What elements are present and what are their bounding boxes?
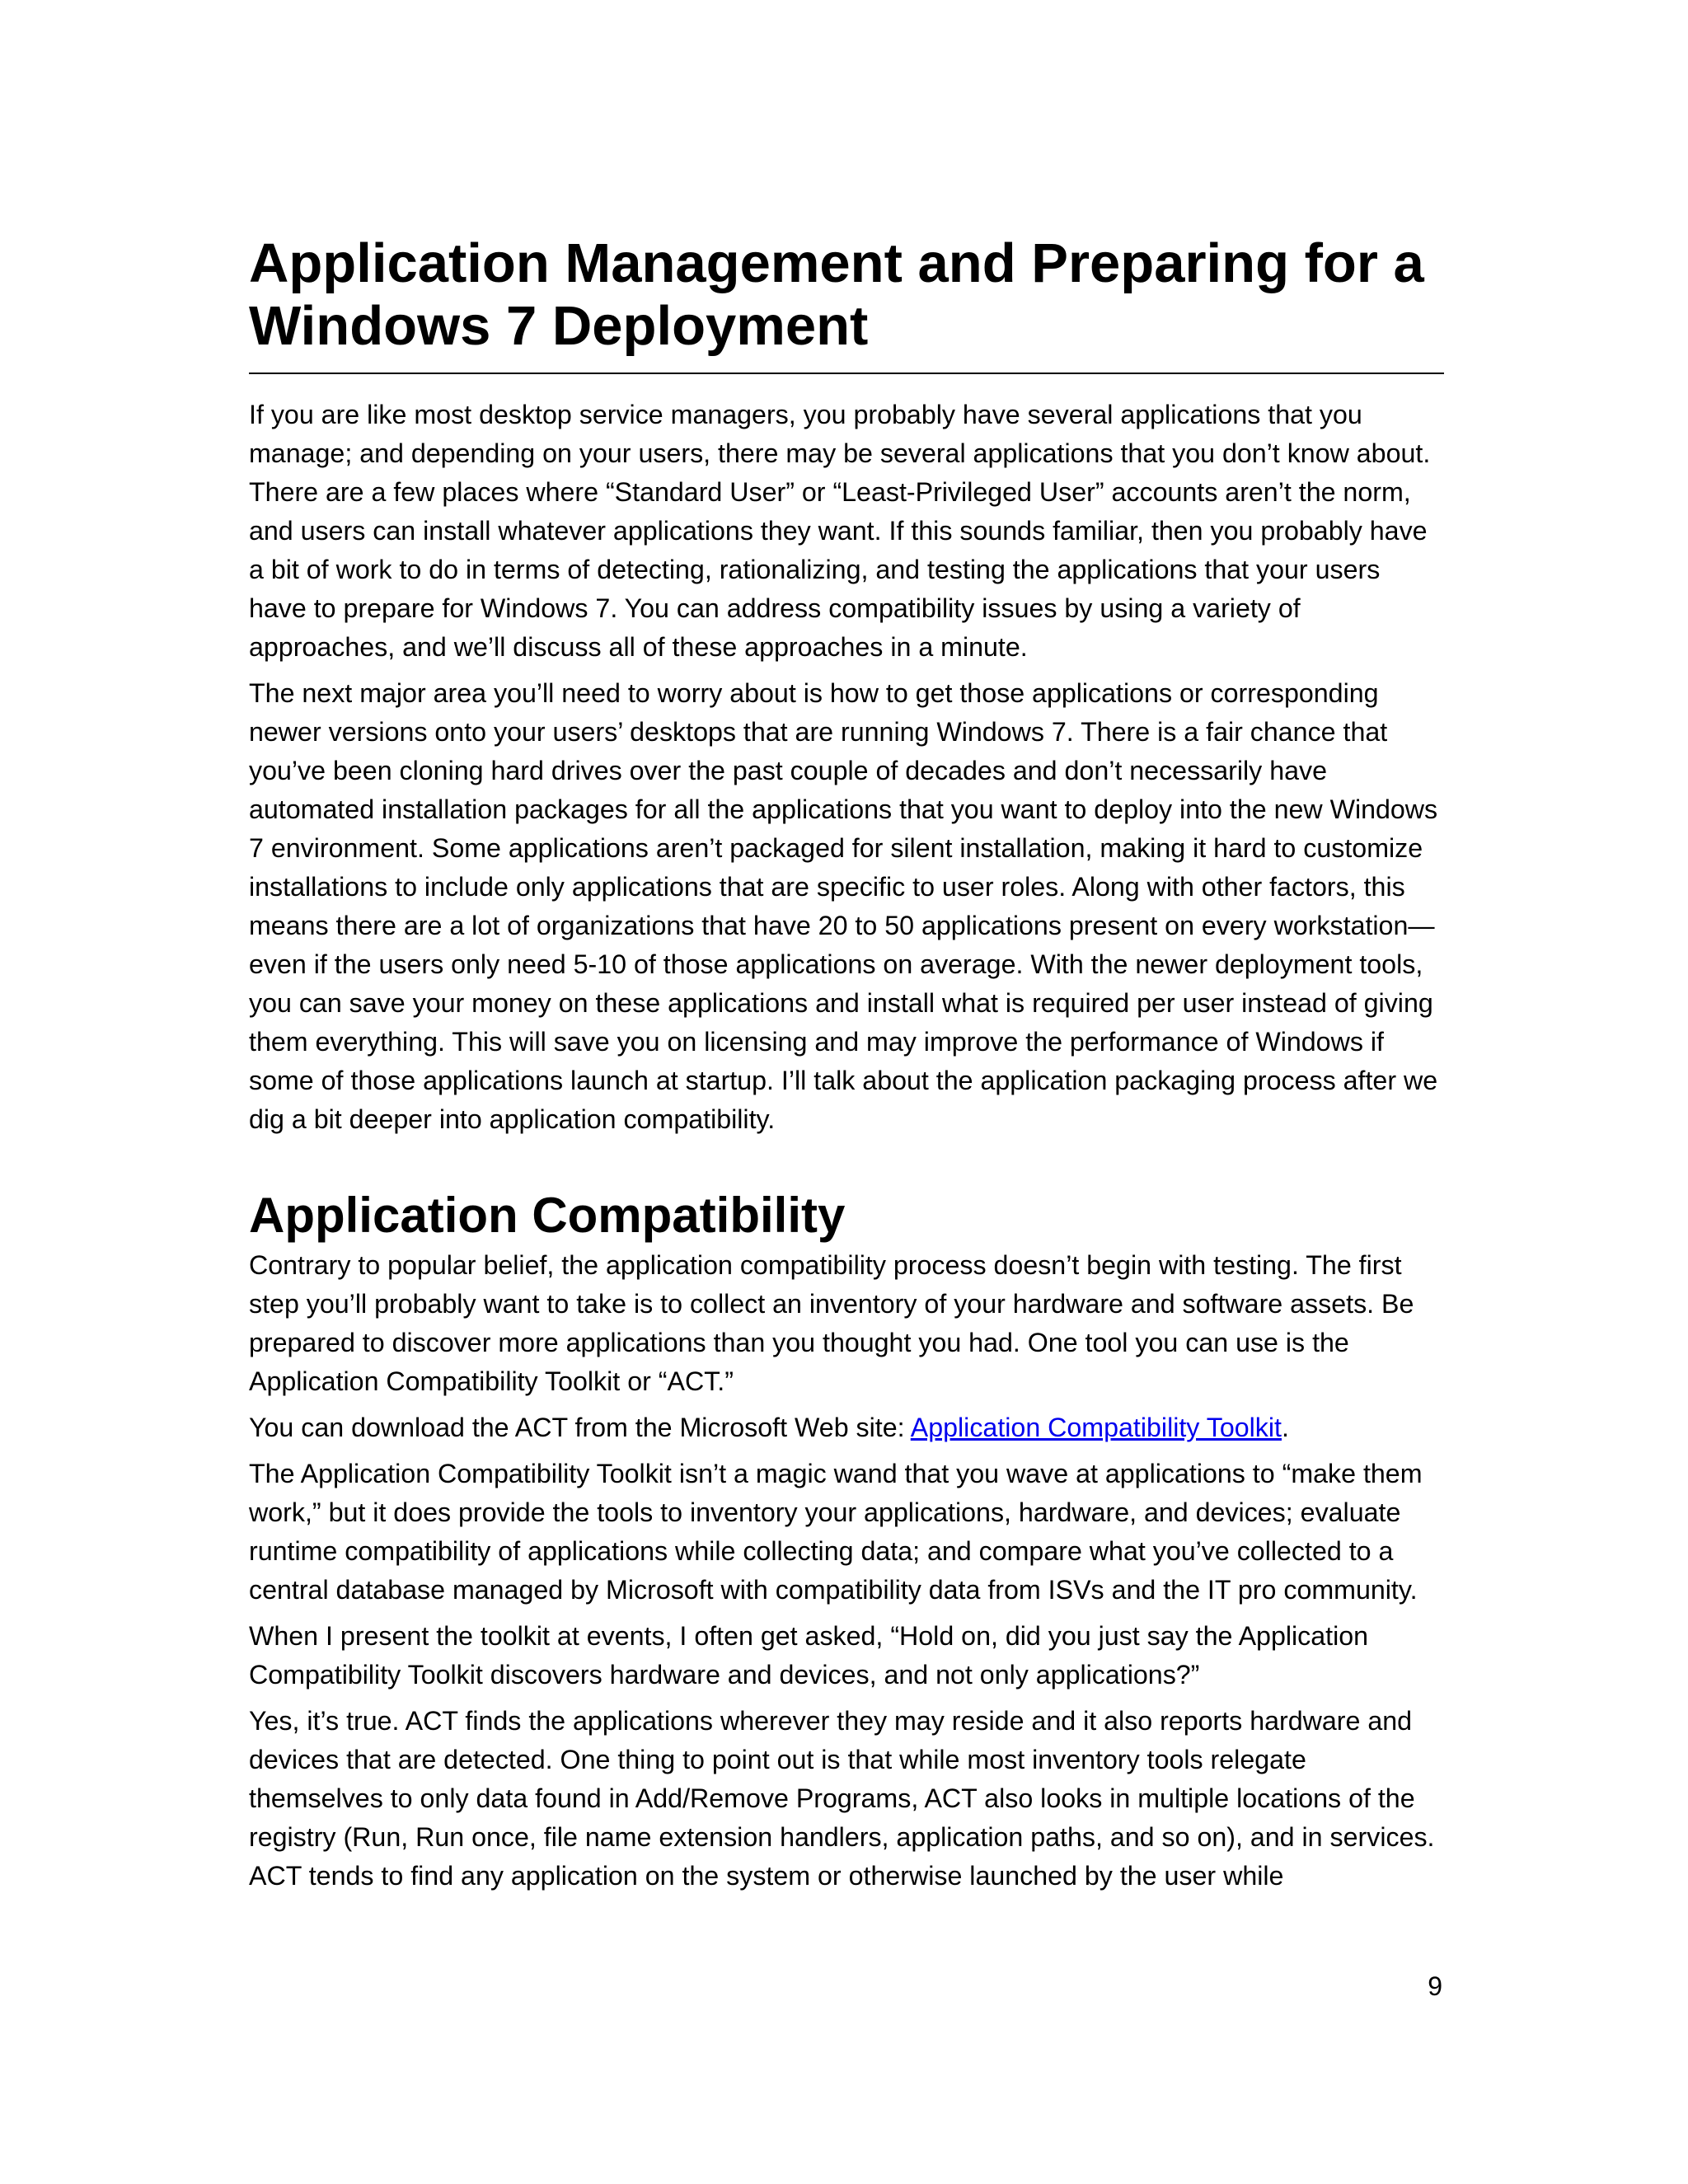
section-heading: Application Compatibility — [249, 1188, 846, 1243]
download-text: You can download the ACT from the Microsoft Web site: — [249, 1413, 911, 1442]
intro-paragraph-2: The next major area you’ll need to worry about is how to get those applications or corresponding newer versions onto your users’ desktops that are running Windows 7. There is a fair chance that you’ve been cloning hard drives over the past couple of decades and don’t necessarily have automated installation packages for all the applications that you want to deploy into the new Windows 7 environment. Some applications aren’t packaged for silent installation, making it hard to customize installations to include only applications that are specific to user roles. Along with other factors, this means there are a lot of organizations that have 20 to 50 applications present on every workstation—even if the users only need 5-10 of those applications on average. With the newer deployment tools, you can save your money on these applications and install what is required per user instead of giving them everything. This will save you on licensing and may improve the performance of Windows if some of those applications launch at startup. I’ll talk about the application packaging process after we dig a bit deeper into application compatibility. — [249, 678, 1438, 1134]
page-content — [249, 232, 1444, 1896]
chapter-heading: Application Management and Preparing for a Windows 7 Deployment — [249, 232, 1444, 374]
section-paragraph-3: The Application Compatibility Toolkit isn’t a magic wand that you wave at applications to “make them work,” but it does provide the tools to inventory your applications, hardware, and devices; evaluate runtime compatibility of applications while collecting data; and compare what you’ve collected to a central database managed by Microsoft with compatibility data from ISVs and the IT pro community. — [249, 1459, 1423, 1605]
intro-paragraph-1: If you are like most desktop service managers, you probably have several applications that you manage; and depending on your users, there may be several applications that you don’t know about. There are a few places where “Standard User” or “Least-Privileged User” accounts aren’t the norm, and users can install whatever applications they want. If this sounds familiar, then you probably have a bit of work to do in terms of detecting, rationalizing, and testing the applications that your users have to prepare for Windows 7. You can address compatibility issues by using a variety of approaches, and we’ll discuss all of these approaches in a minute. — [249, 400, 1431, 662]
section-paragraph-1: Contrary to popular belief, the application compatibility process doesn’t begin with testing. The first step you’ll probably want to take is to collect an inventory of your hardware and software assets. Be prepared to discover more applications than you thought you had. One tool you can use is the Application Compatibility Toolkit or “ACT.” — [249, 1250, 1414, 1396]
section-paragraph-4: When I present the toolkit at events, I often get asked, “Hold on, did you just say the Application Compatibility Toolkit discovers hardware and devices, and not only applications?” — [249, 1621, 1369, 1690]
download-period: . — [1282, 1413, 1289, 1442]
section-paragraph-5: Yes, it’s true. ACT finds the applications wherever they may reside and it also reports hardware and devices that are detected. One thing to point out is that while most inventory tools relegate themselves to only data found in Add/Remove Programs, ACT also looks in multiple locations of the registry (Run, Run once, file name extension handlers, application paths, and so on), and in services. ACT tends to find any application on the system or otherwise launched by the user while — [249, 1706, 1435, 1891]
act-download-link[interactable]: Application Compatibility Toolkit — [910, 1413, 1282, 1442]
page-number: 9 — [1428, 1971, 1442, 2001]
download-paragraph — [249, 1408, 1444, 1447]
